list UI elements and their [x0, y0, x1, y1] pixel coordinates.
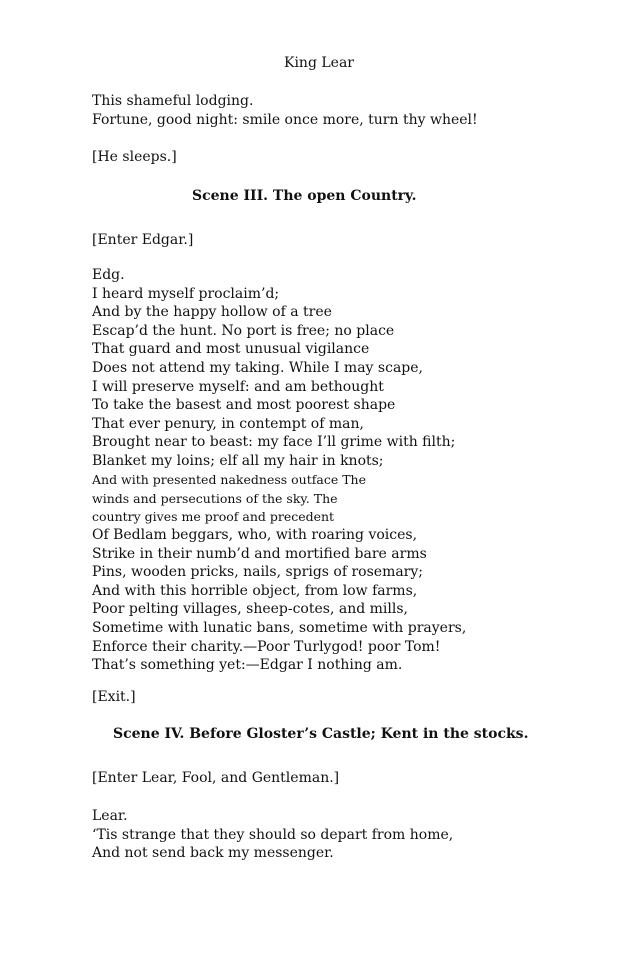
verse-line: And by the happy hollow of a tree	[92, 304, 332, 321]
stage-direction-enter-edgar: [Enter Edgar.]	[92, 232, 194, 248]
verse-line: country gives me proof and precedent	[92, 509, 335, 525]
stage-direction-sleeps: [He sleeps.]	[92, 149, 177, 165]
verse-lines-opening	[92, 92, 612, 129]
verse-line: Does not attend my taking. While I may scape,	[92, 359, 423, 376]
verse-line: And with presented nakedness outface The	[92, 472, 366, 487]
verse-line: Sometime with lunatic bans, sometime with prayers,	[92, 619, 467, 636]
stage-direction-exit: [Exit.]	[92, 689, 136, 705]
verse-line: Enforce their charity.—Poor Turlygod! poor Tom!	[92, 638, 441, 655]
verse-line: Escap’d the hunt. No port is free; no place	[92, 322, 395, 339]
verse-line: Blanket my loins; elf all my hair in knots;	[92, 452, 384, 469]
verse-line: And not send back my messenger.	[92, 845, 334, 862]
verse-line: That ever penury, in contempt of man,	[92, 415, 364, 432]
speech-edgar-small-lines	[92, 471, 612, 527]
verse-line: Poor pelting villages, sheep-cotes, and mills,	[92, 601, 408, 618]
scene-heading-iii: Scene III. The open Country.	[192, 188, 417, 204]
running-header: King Lear	[284, 55, 354, 71]
verse-line: This shameful lodging.	[92, 93, 254, 109]
verse-line: Strike in their numb’d and mortified bare arms	[92, 545, 427, 562]
verse-line: winds and persecutions of the sky. The	[92, 490, 338, 506]
verse-line: Pins, wooden pricks, nails, sprigs of rosemary;	[92, 564, 424, 581]
verse-line: Fortune, good night: smile once more, turn thy wheel!	[92, 111, 478, 128]
scene-heading-iv: Scene IV. Before Gloster’s Castle; Kent in the stocks.	[113, 726, 529, 742]
verse-line: And with this horrible object, from low farms,	[92, 582, 418, 599]
verse-line: That’s something yet:—Edgar I nothing am.	[92, 657, 403, 674]
verse-line: I will preserve myself: and am bethought	[92, 378, 384, 395]
verse-line: I heard myself proclaim’d;	[92, 285, 280, 302]
verse-line: That guard and most unusual vigilance	[92, 341, 370, 358]
speaker-name: Edg.	[92, 267, 125, 283]
verse-line: ‘Tis strange that they should so depart from home,	[92, 826, 454, 843]
speech-edgar-continued	[92, 526, 612, 675]
speaker-name: Lear.	[92, 808, 128, 824]
speech-lear	[92, 807, 612, 863]
verse-line: To take the basest and most poorest shape	[92, 397, 396, 414]
verse-line: Of Bedlam beggars, who, with roaring voices,	[92, 527, 418, 543]
stage-direction-enter-lear: [Enter Lear, Fool, and Gentleman.]	[92, 770, 340, 786]
speech-edgar	[92, 266, 612, 471]
verse-line: Brought near to beast: my face I’ll grime with filth;	[92, 434, 456, 451]
